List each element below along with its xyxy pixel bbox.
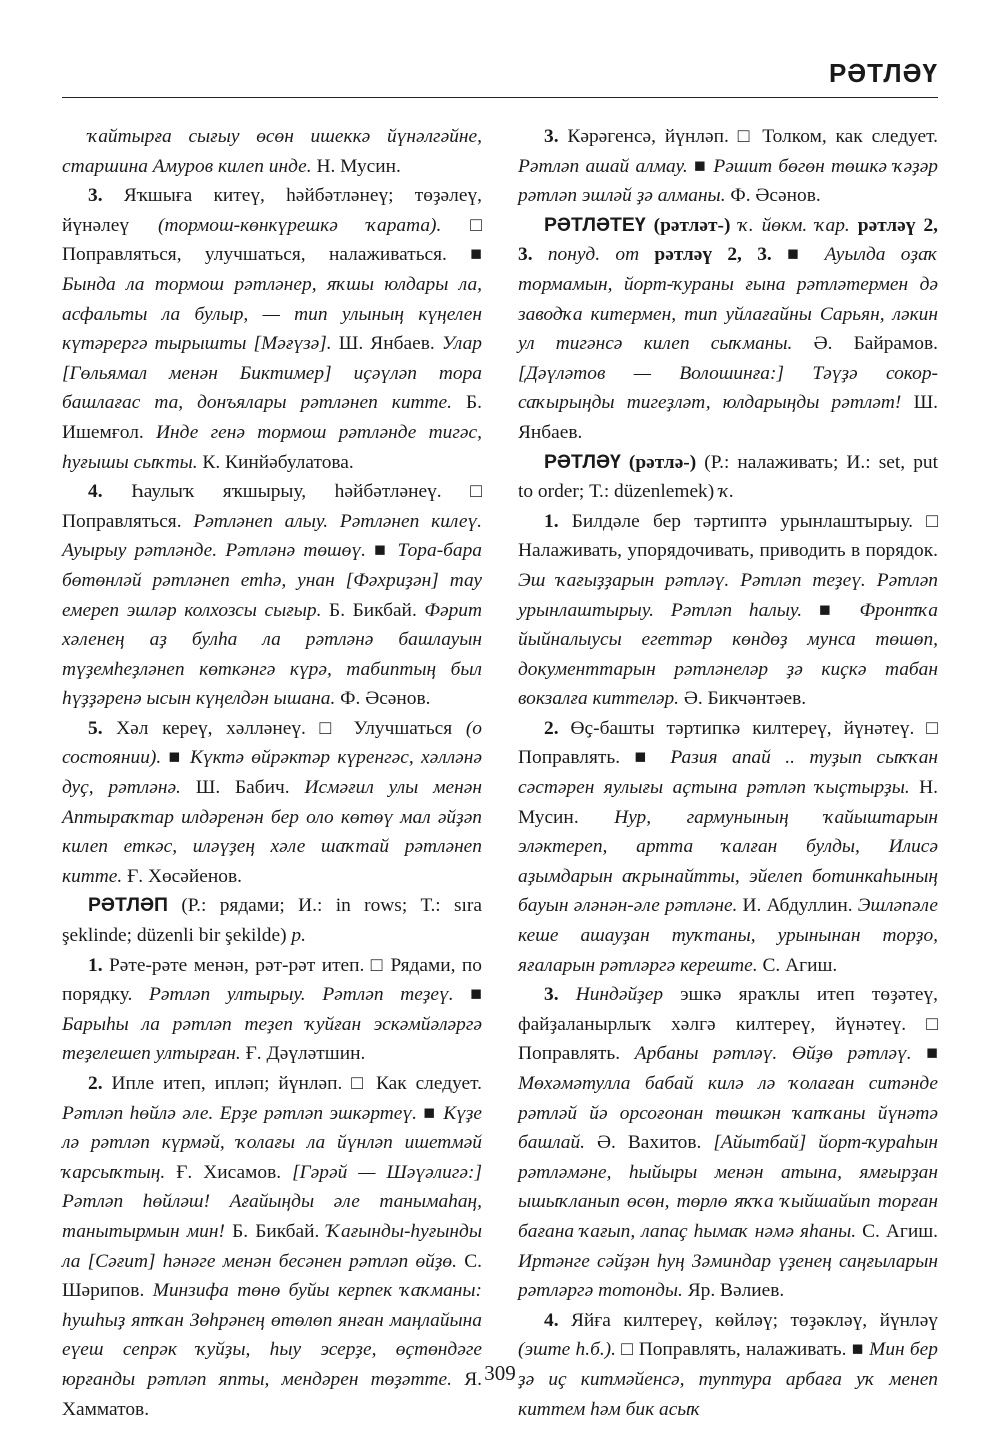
sense-number: 1. (544, 510, 559, 532)
sense-number: рәтләү 2, 3. (639, 244, 772, 266)
text-run: Фәрит хәленең аҙ булһа ла рәтләнә башлауын түҙемһеҙләнеп көткәнгә күрә, табиптың был һүҙҙәренә ысын күңелдән ышана. (62, 599, 482, 710)
text-run: Б. Ишемғол. (62, 392, 482, 443)
text-run: И. Абдуллин. (737, 895, 858, 917)
sense-number: 3. (544, 126, 559, 147)
text-run: Б. Бикбай. (321, 599, 425, 621)
text-run: Күктә өйрәктәр күренгәс, хәлләнә дуҫ, рәтләнә. (62, 747, 482, 799)
text-run: Улар [Гөльямал менән Биктимер] иҫәүләп тора башлағас та, донъялары рәтләнеп китте. (62, 333, 482, 414)
text-run: эшкә яраҡлы итеп төҙәтеү, файҙаланырлыҡ хәлгә килтереү, йүнәтеү. □ Поправлять. (518, 984, 938, 1065)
right-column (518, 122, 938, 1424)
text-run: Ф. Әсәнов. (335, 688, 431, 710)
headword: РӘТЛӘП (88, 894, 168, 917)
text-run: Өҫ-башты тәртипкә килтереү, йүнәтеү. □ Поправлять. ■ (518, 717, 938, 769)
text-run: (о состоянии). (62, 717, 482, 769)
text-run: С. Агиш. (757, 954, 838, 976)
text-run: Инде генә тормош рәтләнде тигәс, һуғышы сыҡты. (62, 421, 482, 473)
dictionary-paragraph (62, 891, 482, 950)
page-number: 309 (484, 1361, 516, 1385)
dictionary-paragraph (518, 714, 938, 980)
text-run: Эшләпәле кеше ашауҙан туҡтаны, урынынан торҙо, яғаларын рәтләргә кереште. (518, 895, 938, 976)
text-run: Ипле итеп, ипләп; йүнләп. □ Как следует. (102, 1073, 482, 1094)
sense-number: 4. (88, 481, 103, 503)
headword: РӘТЛӘТЕҮ (544, 213, 646, 236)
text-run: (тормош-көнкүрешкә ҡарата). (158, 214, 442, 236)
dictionary-paragraph (62, 181, 482, 477)
text-run: р. (291, 925, 306, 947)
text-run: Исмәғил улы менән Аптыраҡтар илдәренән бер оло көтөү мал әйҙәп килеп еткәс, иләүҙең хәле шаҡтай рәтләнеп китте. (62, 777, 482, 887)
text-run: Күҙе лә рәтләп күрмәй, ҡолағы ла йүнләп ишетмәй ҡарсыҡтың. (62, 1102, 482, 1183)
text-run: □ Поправлять, налаживать. ■ (616, 1339, 870, 1361)
text-run: Барыһы ла рәтләп теҙеп ҡуйған эскәмйәләргә теҙелешеп ултырған. (62, 1013, 482, 1065)
sense-number: 1. (88, 954, 103, 976)
dictionary-paragraph (518, 448, 938, 507)
text-run: (эште һ.б.). (518, 1339, 616, 1361)
running-head: РӘТЛӘҮ (828, 58, 938, 88)
text-run: ■ (453, 984, 482, 1006)
text-run: Тора-бара бөтөнләй рәтләнеп етһә, унан [Фәхриҙән] тау емереп эшләр колхозсы сығыр. (62, 540, 482, 621)
text-run: Мин бер ҙә иҫ китмәйенсә, туптура арбаға уҡ менеп киттем һәм бик асыҡ (518, 1339, 938, 1420)
text-run: (Р.: рядами; И.: in rows; Т.: sıra şeklinde; düzenli bir şekilde) (62, 895, 482, 947)
text-run: [Айытбай] йорт-ҡураһын рәтләмәне, һыйыры менән атына, ямғырҙан ышыҡланып өсөн, төрлө яҡҡа ҡыйшайып торған бағана ҡағып, лапаҫ һымаҡ нәмә яһаны. (518, 1132, 938, 1242)
sense-number: 2. (544, 717, 559, 739)
text-run: Ғ. Дәүләтшин. (240, 1043, 366, 1065)
text-run: Билдәле бер тәртиптә урынлаштырыу. □ Налаживать, упорядочивать, приводить в порядок. (518, 510, 938, 562)
text-run: Ғ. Хөсәйенов. (122, 865, 242, 887)
text-run: Н. Мусин. (311, 155, 401, 177)
dictionary-paragraph (62, 477, 482, 714)
text-run: [Дәүләтов — Волошинға:] Тәүҙә сокор-саҡырыңды тигеҙләт, юлдарыңды рәтләт! (518, 362, 938, 414)
text-run: Ғ. Хисамов. (165, 1161, 293, 1183)
text-run: Фронтҡа йыйналыусы егеттәр көндөҙ мунса төшөп, документтарын рәтләнеләр ҙә киҫкә табан вокзалға киттеләр. (518, 599, 938, 710)
header-rule (62, 97, 938, 98)
sense-number: 4. (544, 1309, 559, 1331)
text-run: ■ (416, 1102, 444, 1124)
sense-number: (рәтләт-) (645, 214, 739, 236)
text-run: Яҡшыға китеү, һәйбәтләнеү; төҙәлеү, йүнәлеү (62, 185, 482, 236)
text-run: Ҡағынды-һуғынды ла [Сәғит] һәнәге менән бесәнен рәтләп өйҙө. (62, 1220, 482, 1272)
text-run: Рәтләп ашай алмау. (518, 155, 688, 177)
text-run: Ф. Әсәнов. (725, 185, 821, 207)
text-run: Ниндәйҙер (575, 984, 664, 1006)
text-run: Минзифа төнө буйы керпек ҡаҡманы: һушһыҙ ятҡан Зөһрәнең өтөлөп янған маңлайына еүеш сепрәк ҡуйҙы, һыу эсерҙе, өҫтөндәге юрғанды рәтләп япты, мендәрен төҙәтте. (62, 1280, 482, 1390)
text-run: Ш. Янбаев. (331, 333, 442, 355)
sense-number: 3. (88, 185, 103, 207)
text-run: ■ (365, 540, 398, 562)
dictionary-paragraph (62, 951, 482, 1069)
dictionary-paragraph (518, 211, 938, 448)
text-run: Рәтләп ултырыу. Рәтләп теҙеү. (149, 984, 454, 1006)
text-run: Эш ҡағыҙҙарын рәтләү. Рәтләп теҙеү. Рәтләп урынлаштырыу. Рәтләп һалыу. (518, 569, 938, 621)
text-run: ■ (802, 599, 860, 621)
text-run: ■ (161, 747, 190, 769)
text-run: Рәшит бөгөн төшкә ҡәҙәр рәтләп эшләй ҙә алманы. (518, 155, 938, 207)
text-run: Разия апай .. туҙып сыҡҡан сәстәрен яулығы аҫтына рәтләп ҡыҫтырҙы. (518, 747, 939, 799)
dictionary-paragraph (62, 122, 482, 181)
text-run: ҡайтырға сығыу өсөн ишеккә йүнәлгәйне, старшина Амуров килеп инде. (62, 126, 482, 177)
text-run: Б. Бикбай. (224, 1220, 327, 1242)
text-run: [Гәрәй — Шәүәлигә:] Рәтләп һөйләш! Ағайыңды әле танымаһаң, танытырмын мин! (62, 1161, 482, 1242)
text-run: Я. Хамматов. (62, 1368, 482, 1420)
text-run: Н. Мусин. (518, 777, 939, 828)
text-run: К. Кинйәбулатова. (197, 451, 354, 473)
text-run: □ Поправляться, улучшаться, налаживаться. ■ (62, 214, 482, 266)
text-run: Ә. Вахитов. (585, 1132, 714, 1154)
text-run: Ш. Бабич. (180, 777, 305, 799)
sense-number: 2. (88, 1073, 103, 1094)
text-run: Хәл кереү, хәлләнеү. □ Улучшаться (102, 717, 466, 739)
text-run: Мөхәмәтулла бабай килә лә ҡолаған ситәнде рәтләй йә орсоғонан төшкән ҡапҡаны йүнәтә башлай. (518, 1073, 938, 1154)
text-run: Һаулыҡ яҡшырыу, һәйбәтләнеү. □ Поправляться. (62, 481, 482, 532)
sense-number: 3. (544, 984, 559, 1006)
text-run: ҡ. (719, 481, 735, 503)
text-run: Бында ла тормош рәтләнер, яҡшы юлдары ла, асфальты ла булыр, — тип улының күңелен күтәрергә тырышты [Мәғүзә]. (62, 273, 482, 355)
text-run: Яр. Вәлиев. (682, 1280, 785, 1302)
text-run: Иртәнге сәйҙән һуң Зәминдар үҙенең саңғыларын рәтләргә тотонды. (518, 1250, 938, 1302)
text-run: Кәрәгенсә, йүнләп. □ Толком, как следует. (558, 126, 938, 147)
text-run: Рәтләнеп алыу. Рәтләнеп килеү. Ауырыу рәтләнде. Рәтләнә төшөү. (62, 510, 482, 562)
text-run: Ауылда оҙаҡ тормамын, йорт-ҡураны ғына рәтләтермен дә заводҡа китермен, тип уйлағайны Сарьян, ләкин ул тигәнсә килеп сыҡманы. (518, 244, 938, 355)
text-run: ■ (771, 244, 825, 266)
text-run: Арбаны рәтләү. Өйҙө рәтләү. (634, 1043, 912, 1065)
text-run: Нур, гармунының ҡайыштарын эләктереп, артта ҡалған булды, Илисә аҙымдарын аҡрынайтты, эйелеп ботинкаһының бауын әләнән-әле рәтләне. (518, 806, 938, 917)
left-column (62, 122, 482, 1424)
dictionary-paragraph (62, 714, 482, 892)
text-run: ■ (911, 1043, 939, 1065)
dictionary-paragraph (518, 980, 938, 1306)
sense-number: (рәтлә-) (620, 451, 705, 473)
text-run: Рәтләп һөйлә әле. Ерҙе рәтләп эшкәртеү. (62, 1102, 417, 1124)
sense-number: рәтләү 2, 3. (518, 214, 938, 266)
text-run: ҡ. йөкм. ҡар. (738, 214, 850, 236)
text-run: Ә. Байрамов. (792, 333, 938, 355)
text-run: Яйға килтереү, көйләү; төҙәкләү, йүнләү (558, 1309, 938, 1331)
text-run: Рәте-рәте менән, рәт-рәт итеп. □ Рядами, по порядку. (62, 954, 482, 1006)
text-run: ■ (687, 155, 714, 177)
sense-number: 5. (88, 717, 103, 739)
dictionary-paragraph (518, 122, 938, 211)
text-run: Ә. Бикчәнтәев. (679, 688, 807, 710)
text-run: (Р.: налаживать; И.: set, put to order; Т.: düzenlemek) (518, 451, 938, 503)
text-run: С. Агиш. (856, 1220, 938, 1242)
text-run: С. Шәрипов. (62, 1250, 482, 1302)
text-run: Ш. Янбаев. (518, 392, 938, 443)
dictionary-paragraph (518, 507, 938, 714)
text-run: понуд. от (532, 244, 640, 266)
text-run (559, 984, 576, 1005)
headword: РӘТЛӘҮ (544, 450, 621, 473)
